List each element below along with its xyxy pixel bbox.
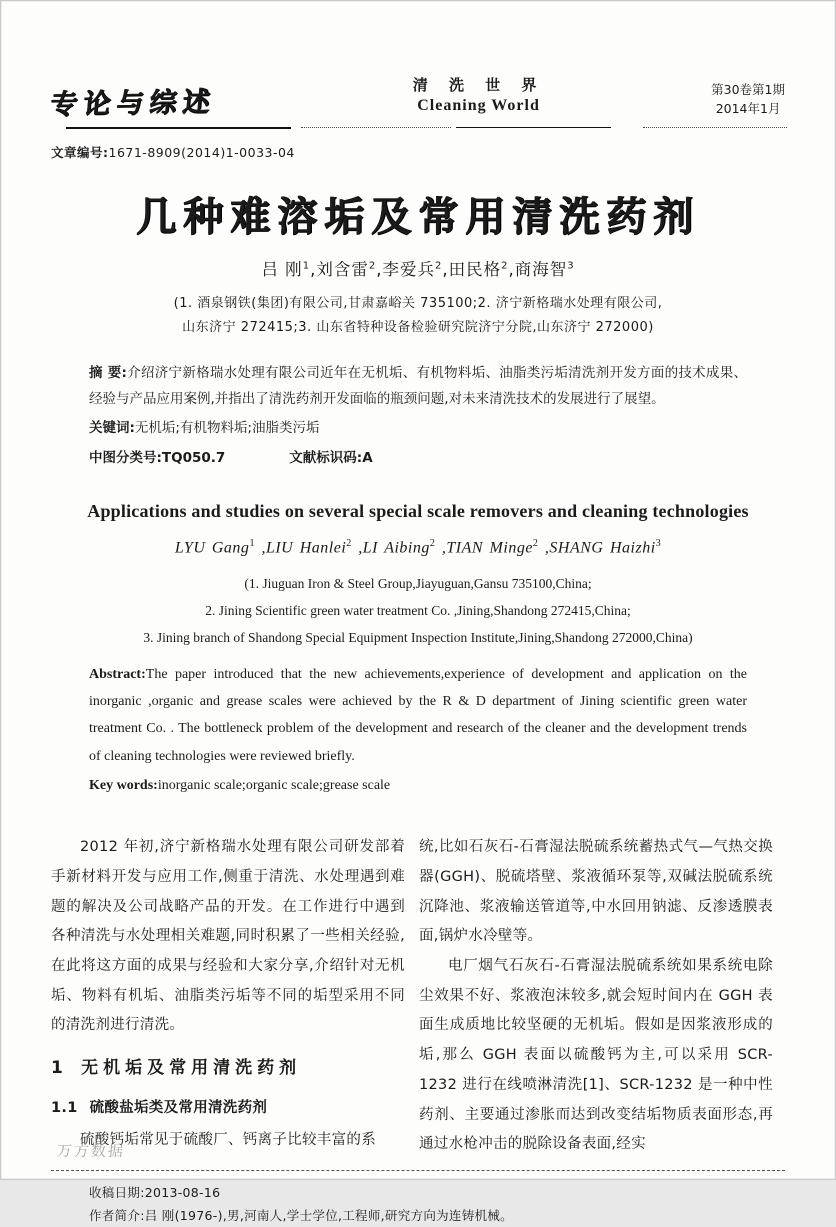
author-affiliation-mark: 2 xyxy=(501,260,509,272)
bio-text: 吕 刚(1976-),男,河南人,学士学位,工程师,研究方向为连铸机械。 xyxy=(144,1208,513,1224)
header-rule-segment xyxy=(66,127,291,129)
author-separator: , xyxy=(254,539,266,557)
author-separator: , xyxy=(538,539,550,557)
author-name: LI Aibing xyxy=(362,539,430,557)
keywords-en-text: inorganic scale;organic scale;grease scale xyxy=(157,777,391,793)
left-column xyxy=(51,833,405,1160)
affiliation-line: (1. Jiuguan Iron & Steel Group,Jiayuguan,Gansu 735100,China; xyxy=(244,575,592,591)
received-date-line xyxy=(89,1181,785,1204)
author-name: 刘含雷 xyxy=(316,260,369,279)
body-paragraph: 电厂烟气石灰石-石膏湿法脱硫系统如果系统电除尘效果不好、浆液泡沫较多,就会短时间内在 GGH 表面生成质地比较坚硬的无机垢。假如是因浆液形成的垢,那么 GGH 表面以硫酸钙为主,可以采用 SCR-1232 进行在线喷淋清洗[1]、SCR-1232 是一种中性药剂、主要通过渗胀而达到改变结垢物质表面形态,再通过水枪冲击的脱除设备表面,经实 xyxy=(419,958,773,1153)
issue-date: 2014年1月 xyxy=(715,100,781,116)
author-affiliation-mark: 2 xyxy=(368,260,377,272)
footnote xyxy=(89,1181,785,1227)
header-rule-segment xyxy=(456,127,611,128)
affiliations-en xyxy=(1,570,835,651)
author-separator: , xyxy=(442,260,449,279)
affiliation-line: 3. Jining branch of Shandong Special Equipment Inspection Institute,Jining,Shandong 272000,China) xyxy=(143,629,693,645)
bio-label: 作者简介: xyxy=(89,1208,145,1224)
author-affiliation-mark: 2 xyxy=(346,538,352,550)
body-paragraph: 2012 年初,济宁新格瑞水处理有限公司研发部着手新材料开发与应用工作,侧重于清洗、水处理遇到难题的解决及公司战略产品的开发。在工作进行中遇到各种清洗与水处理相关难题,同时积累了一些相关经验,在此将这方面的成果与经验和大家分享,介绍针对无机垢、物料有机垢、油脂类污垢等不同的垢型采用不同的清洗剂进行清洗。 xyxy=(51,839,405,1034)
header-rule-segment xyxy=(301,127,451,128)
header-rule xyxy=(51,126,785,130)
author-separator: , xyxy=(351,539,363,557)
affiliation-line: 山东济宁 272415;3. 山东省特种设备检验研究院济宁分院,山东济宁 272000) xyxy=(182,320,654,336)
keywords-cn-line xyxy=(89,415,747,441)
section-number: 1 xyxy=(51,1058,64,1079)
author-affiliation-mark: 2 xyxy=(429,538,436,550)
abstract-cn-text: 介绍济宁新格瑞水处理有限公司近年在无机垢、有机物料垢、油脂类污垢清洗剂开发方面的技术成果、经验与产品应用案例,并指出了清洗药剂开发面临的瓶颈问题,对未来清洗技术的发展进行了展望。 xyxy=(89,365,747,408)
abstract-cn-paragraph xyxy=(89,360,747,413)
keywords-en-label: Key words: xyxy=(89,777,158,793)
author-affiliation-mark: 2 xyxy=(532,538,539,550)
author-name: 吕 刚 xyxy=(261,260,303,279)
section-heading-1-1 xyxy=(51,1094,405,1124)
volume-issue: 第30卷第1期 xyxy=(711,82,785,97)
author-name: SHANG Haizhi xyxy=(549,539,656,557)
footnote-divider xyxy=(51,1170,785,1171)
abstract-cn xyxy=(51,360,785,471)
abstract-cn-label: 摘 要: xyxy=(89,365,127,382)
article-number-value: 1671-8909(2014)1-0033-04 xyxy=(108,145,295,160)
author-affiliation-mark: 3 xyxy=(567,260,575,272)
author-name: 田民格 xyxy=(448,260,502,279)
doc-code-label: 文献标识码: xyxy=(289,450,363,467)
affiliation-line: 2. Jining Scientific green water treatment Co. ,Jining,Shandong 272415,China; xyxy=(205,602,631,618)
journal-header xyxy=(1,1,835,120)
author-separator: , xyxy=(508,260,515,279)
section-number: 1.1 xyxy=(51,1100,78,1117)
author-affiliation-mark: 1 xyxy=(302,260,311,272)
journal-title-cn: 清 洗 世 界 xyxy=(412,76,545,94)
affiliations-cn xyxy=(1,292,835,340)
journal-title-en: Cleaning World xyxy=(417,97,540,115)
column-logo: 专论与综述 xyxy=(48,86,217,121)
author-separator: , xyxy=(435,539,447,557)
author-separator: , xyxy=(310,260,317,279)
right-column xyxy=(419,833,773,1160)
author-name: TIAN Minge xyxy=(446,539,533,557)
author-separator: , xyxy=(376,260,383,279)
keywords-cn-label: 关键词: xyxy=(89,419,135,436)
received-value: 2013-08-16 xyxy=(144,1185,221,1201)
article-number-label: 文章编号: xyxy=(51,145,109,160)
journal-title-block xyxy=(413,75,545,117)
authors-cn xyxy=(1,256,835,280)
body-paragraph: 硫酸钙垢常见于硫酸厂、钙离子比较丰富的系 xyxy=(80,1131,376,1148)
clc-value: TQ050.7 xyxy=(161,450,226,467)
author-name: LIU Hanlei xyxy=(265,539,347,557)
section-heading-1 xyxy=(51,1051,405,1086)
clc-line xyxy=(89,445,747,471)
body-paragraph: 统,比如石灰石-石膏湿法脱硫系统蓄热式气—气热交换器(GGH)、脱硫塔壁、浆液循环泵等,双碱法脱硫系统沉降池、浆液输送管道等,中水回用钠滤、反渗透膜表面,锅炉水冷壁等。 xyxy=(419,839,773,945)
paper-title-en: Applications and studies on several special scale removers and cleaning technologies xyxy=(87,501,749,522)
clc-label: 中图分类号: xyxy=(89,450,162,467)
author-affiliation-mark: 3 xyxy=(655,538,662,550)
wanfang-watermark: 万方数据 xyxy=(56,1142,126,1160)
author-affiliation-mark: 2 xyxy=(434,260,443,272)
body-columns xyxy=(51,833,785,1160)
section-title: 硫酸盐垢类及常用清洗药剂 xyxy=(89,1100,268,1117)
abstract-en-paragraph xyxy=(89,661,747,770)
authors-en xyxy=(1,538,835,557)
section-title: 无机垢及常用清洗药剂 xyxy=(81,1058,302,1079)
author-affiliation-mark: 1 xyxy=(249,538,255,550)
received-label: 收稿日期: xyxy=(89,1185,145,1201)
author-name: LYU Gang xyxy=(174,539,250,557)
abstract-en-label: Abstract: xyxy=(89,666,146,682)
paper-title-cn: 几种难溶垢及常用清洗药剂 xyxy=(136,194,700,240)
article-number xyxy=(51,143,785,161)
issue-info xyxy=(711,75,785,119)
author-name: 李爱兵 xyxy=(382,260,435,279)
header-rule-segment xyxy=(643,127,787,128)
doc-code-value: A xyxy=(362,450,373,467)
author-bio-line xyxy=(89,1204,785,1227)
affiliation-line: (1. 酒泉钢铁(集团)有限公司,甘肃嘉峪关 735100;2. 济宁新格瑞水处理有限公司, xyxy=(173,296,663,311)
abstract-en-text: The paper introduced that the new achievements,experience of development and application on the inorganic ,organic and grease scales were achieved by the R & D department of Jining scientific green water treatment Co. . The bottleneck problem of the development and research of the cleaner and the development trends of cleaning technologies were reviewed briefly. xyxy=(89,666,747,764)
abstract-en xyxy=(51,661,785,799)
keywords-en-line xyxy=(89,772,747,799)
keywords-cn-text: 无机垢;有机物料垢;油脂类污垢 xyxy=(134,419,320,436)
author-name: 商海智 xyxy=(514,260,568,279)
